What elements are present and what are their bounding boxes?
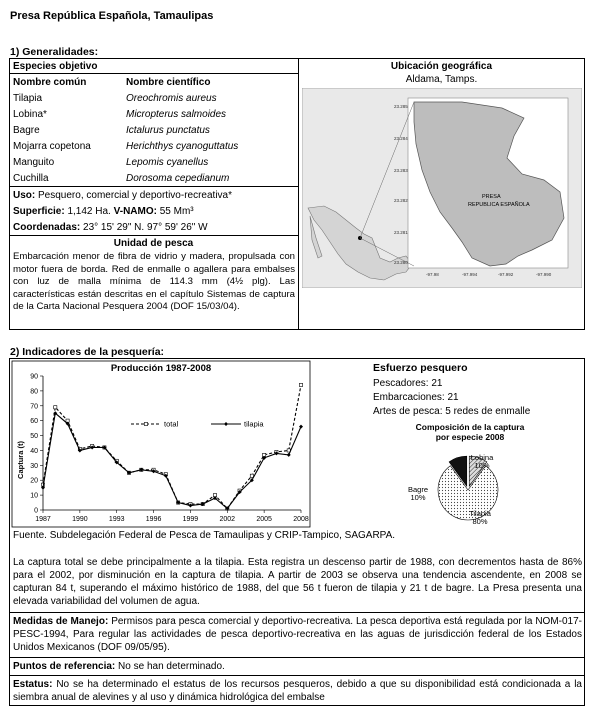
svg-text:-97.98: -97.98 xyxy=(426,272,439,277)
location-map xyxy=(302,88,582,288)
species-header: Especies objetivo xyxy=(13,61,98,72)
chart-source: Fuente. Subdelegación Federal de Pesca de Tamaulipas y CRIP-Tampico, SAGARPA. xyxy=(13,530,396,541)
pie-label-bagre: 10% xyxy=(410,493,426,502)
x-tick-label: 1987 xyxy=(35,516,51,523)
x-tick-label: 2005 xyxy=(256,516,272,523)
y-tick-label: 70 xyxy=(30,403,38,411)
uso-row: Uso: Pesquero, comercial y deportivo-recreativa* xyxy=(13,190,232,201)
pie-title-line1: Composición de la captura xyxy=(415,422,525,432)
superficie-value: 1,142 Ha. xyxy=(67,206,111,217)
y-tick-label: 10 xyxy=(30,492,38,500)
x-tick-label: 1999 xyxy=(182,516,199,523)
uso-value: Pesquero, comercial y deportivo-recreativa* xyxy=(38,190,232,201)
legend-label-total: total xyxy=(164,419,179,429)
x-tick-label: 1993 xyxy=(108,516,125,523)
unidad-text: Embarcación menor de fibra de vidrio y madera, propulsada con motor fuera de borda. Red de enmalle o agallera para embalses con luz de malla mínima de 114.3 mm (4½ plg). Las características están descritas en el capítulo Sistemas de captura de la Carta Nacional Pesquera 2004 (DOF 15/03/04). xyxy=(13,251,295,312)
x-tick-label: 2008 xyxy=(293,516,309,523)
pie-label-tilapia: Tilapia xyxy=(469,509,491,518)
svg-text:23.284: 23.284 xyxy=(394,136,408,141)
data-point-total xyxy=(250,474,253,477)
map-label-presa: PRESA xyxy=(482,194,501,200)
species-common: Tilapia xyxy=(13,93,43,104)
y-tick-label: 90 xyxy=(30,373,38,381)
esfuerzo-title: Esfuerzo pesquero xyxy=(373,362,468,374)
species-scientific: Ictalurus punctatus xyxy=(126,125,210,136)
esfuerzo-line: Pescadores: 21 xyxy=(373,378,443,389)
species-common: Cuchilla xyxy=(13,173,49,184)
species-scientific: Herichthys cyanoguttatus xyxy=(126,141,239,152)
svg-text:-97.992: -97.992 xyxy=(498,272,514,277)
species-common: Mojarra copetona xyxy=(13,141,91,152)
line-chart-title: Producción 1987-2008 xyxy=(110,363,212,374)
section-heading-generalidades: 1) Generalidades: xyxy=(10,46,99,58)
species-pie-chart xyxy=(360,420,560,530)
species-scientific: Micropterus salmoides xyxy=(126,109,227,120)
col-common-name: Nombre común xyxy=(13,77,87,88)
col-scientific-name: Nombre científico xyxy=(126,77,211,88)
y-tick-label: 20 xyxy=(30,477,38,485)
map-title: Ubicación geográfica xyxy=(390,61,493,72)
y-tick-label: 30 xyxy=(30,462,38,470)
esfuerzo-line: Embarcaciones: 21 xyxy=(373,392,459,403)
x-tick-label: 1996 xyxy=(145,516,162,523)
coordenadas-row: Coordenadas: 23° 15' 29" N. 97° 59' 26" W xyxy=(13,222,208,233)
pie-label-lobina: Lobina xyxy=(470,453,494,462)
pie-label-bagre: Bagre xyxy=(407,485,429,494)
species-common: Bagre xyxy=(13,125,40,136)
svg-text:23.282: 23.282 xyxy=(394,198,408,203)
map-subtitle: Aldama, Tamps. xyxy=(405,74,478,85)
y-tick-label: 50 xyxy=(30,433,38,441)
y-tick-label: 0 xyxy=(34,507,38,515)
svg-text:23.281: 23.281 xyxy=(394,230,408,235)
estatus: Estatus: No se ha determinado el estatus de los recursos pesqueros, debido a que su disponibilidad está condicionada a la siembra anual de alevines y al uso y dinámica hidrológica del embalse xyxy=(13,679,582,703)
pie-label-lobina: 10% xyxy=(474,461,490,470)
esfuerzo-line: Artes de pesca: 5 redes de enmalle xyxy=(373,406,531,417)
svg-text:23.285: 23.285 xyxy=(394,104,408,109)
coordenadas-value: 23° 15' 29" N. 97° 59' 26" W xyxy=(83,222,208,233)
y-tick-label: 40 xyxy=(30,447,38,455)
section-heading-indicadores: 2) Indicadores de la pesquería: xyxy=(10,346,165,358)
medidas-manejo: Medidas de Manejo: Permisos para pesca comercial y deportivo-recreativa. La pesca deportiva está regulada por la NOM-017-PESC-1994, Para regular las actividades de pesca deportivo-recreativa en las aguas de jurisdicción federal de los Estados Unidos Mexicanos (DOF 09/05/95). xyxy=(13,616,583,653)
production-line-chart xyxy=(11,360,311,528)
data-point-total xyxy=(299,383,302,386)
y-tick-label: 80 xyxy=(30,388,38,396)
species-scientific: Dorosoma cepedianum xyxy=(126,173,230,184)
svg-text:23.280: 23.280 xyxy=(394,260,408,265)
pie-title-line2: por especie 2008 xyxy=(435,432,505,442)
x-tick-label: 2002 xyxy=(219,516,236,523)
namo-value: 55 Mm³ xyxy=(159,206,194,217)
species-scientific: Lepomis cyanellus xyxy=(126,157,209,168)
y-tick-label: 60 xyxy=(30,418,38,426)
analysis-paragraph: La captura total se debe principalmente a la tilapia. Esta registra un descenso partir de 1988, con decrementos hasta de 86% para el 2002, por disminución en la captura de tilapia. A partir de 2003 se observa una tendencia ascendente, en 2008 se capturan 84 t, superando el máximo histórico de 1988, del que 56 t fueron de tilapia y 21 t de bagre. La Presa presenta una elevada variabilidad del volumen de agua. xyxy=(13,557,582,607)
legend-label-tilapia: tilapia xyxy=(244,419,264,429)
puntos-referencia: Puntos de referencia: No se han determinado. xyxy=(13,661,225,672)
svg-text:23.283: 23.283 xyxy=(394,168,408,173)
species-common: Manguito xyxy=(13,157,55,168)
svg-text:-97.990: -97.990 xyxy=(536,272,552,277)
species-scientific: Oreochromis aureus xyxy=(126,93,217,104)
y-axis-label: Captura (t) xyxy=(16,441,25,479)
map-label-reservoir: REPUBLICA ESPAÑOLA xyxy=(468,202,530,208)
pie-label-tilapia: 80% xyxy=(472,517,488,526)
superficie-row: Superficie: 1,142 Ha. V-NAMO: 55 Mm³ xyxy=(13,206,194,217)
svg-text:-97.994: -97.994 xyxy=(462,272,478,277)
page-title: Presa República Española, Tamaulipas xyxy=(10,10,214,22)
unidad-header: Unidad de pesca xyxy=(113,238,194,249)
data-point-total xyxy=(54,406,57,409)
species-common: Lobina* xyxy=(13,109,47,120)
x-tick-label: 1990 xyxy=(72,516,88,523)
